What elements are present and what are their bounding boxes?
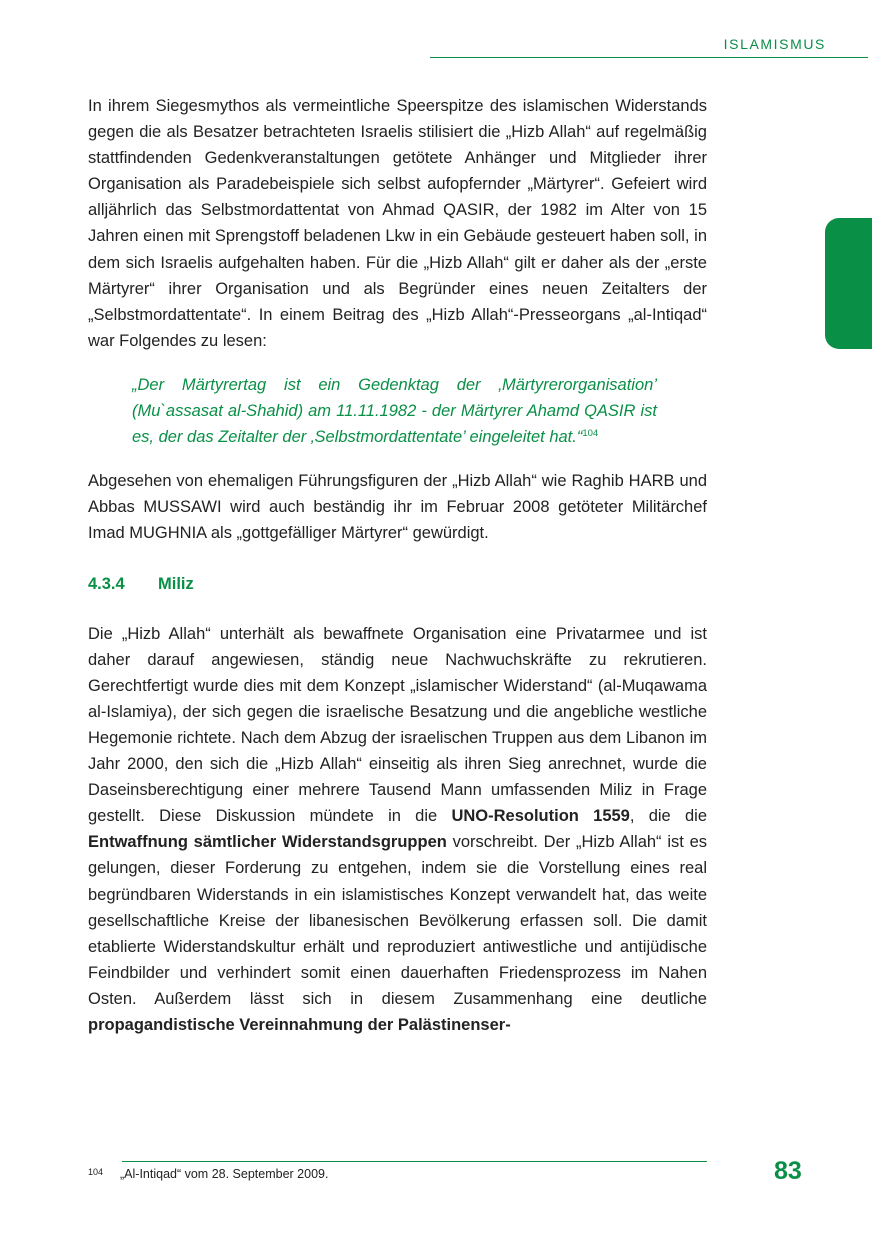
paragraph-militia	[88, 621, 707, 1039]
militia-bold-resolution: UNO-Resolution 1559	[451, 807, 630, 826]
paragraph-leaders: Abgesehen von ehemaligen Führungsfiguren der „Hizb Allah“ wie Raghib HARB und Abbas MUSSAWI wird auch beständig ihr im Februar 2008 getöteter Militärchef Imad MUGHNIA als „gottgefälliger Märtyrer“ gewürdigt.	[88, 472, 707, 543]
footnote	[88, 1167, 329, 1181]
militia-text-1: Die „Hizb Allah“ unterhält als bewaffnete Organisation eine Privatarmee und ist daher darauf angewiesen, ständig neue Nachwuchskräfte zu rekrutieren. Gerechtfertigt wurde dies mit dem Konzept „islamischer Widerstand“ (al-Muqawama al-Islamiya), der sich gegen die israelische Besatzung und die angebliche westliche Hegemonie richtete. Nach dem Abzug der israelischen Truppen aus dem Libanon im Jahr 2000, den sich die „Hizb Allah“ einseitig als ihren Sieg anrechnet, wurde die Daseinsberechtigung einer mehrere Tausend Mann umfassenden Miliz in Frage gestellt. Diese Diskussion mündete in die	[88, 624, 707, 826]
footnote-number: 104	[88, 1167, 104, 1177]
quote-text: „Der Märtyrertag ist ein Gedenktag der ‚Märtyrerorganisation’ (Mu`assasat al-Shahid) am 11.11.1982 - der Märtyrer Ahamd QASIR ist es, der das Zeitalter der ‚Selbstmordattentate’ eingeleitet hat.“	[132, 375, 657, 447]
militia-bold-propaganda: propagandistische Vereinnahmung der Palästinenser-	[88, 1016, 511, 1034]
militia-text-2: , die die	[629, 807, 708, 826]
header-rule	[430, 57, 868, 58]
page-number: 83	[774, 1157, 802, 1185]
section-header-label: ISLAMISMUS	[723, 36, 826, 52]
footnote-reference: 104	[582, 428, 599, 440]
section-heading	[88, 571, 707, 597]
footnote-rule	[122, 1161, 707, 1162]
paragraph-martyr-myth: In ihrem Siegesmythos als vermeintliche Speerspitze des islamischen Widerstands gegen die als Besatzer betrachteten Israelis stilisiert die „Hizb Allah“ auf regelmäßig stattfindenden Gedenkveranstaltungen getötete Anhänger und Mitglieder ihrer Organisation als Paradebeispiele sich selbst aufopfernder „Märtyrer“. Gefeiert wird alljährlich das Selbstmordattentat von Ahmad QASIR, der 1982 im Alter von 15 Jahren einen mit Sprengstoff beladenen Lkw in ein Gebäude gesteuert haben soll, in dem sich Israelis aufgehalten haben. Für die „Hizb Allah“ gilt er daher als der „erste Märtyrer“ ihrer Organisation und als Begründer eines neuen Zeitalters der „Selbstmordattentate“. In einem Beitrag des „Hizb Allah“-Presseorgans „al-Intiqad“ war Folgendes zu lesen:	[88, 97, 707, 350]
section-title: Miliz	[158, 574, 194, 593]
quote-block	[132, 372, 657, 450]
chapter-side-tab	[825, 218, 872, 349]
militia-bold-disarmament: Entwaffnung sämtlicher Widerstandsgruppen	[88, 833, 447, 852]
main-content	[88, 93, 707, 1038]
section-number: 4.3.4	[88, 574, 125, 593]
footnote-text: „Al-Intiqad“ vom 28. September 2009.	[120, 1167, 329, 1181]
militia-text-3: vorschreibt. Der „Hizb Allah“ ist es gelungen, dieser Forderung zu entgehen, indem sie die Vorstellung eines real begründbaren Widerstands in ein islamistisches Konzept verwandelt hat, das weite gesellschaftliche Kreise der libanesischen Bevölkerung erfassen soll. Die damit etablierte Widerstandskultur erhält und reproduziert antiwestliche und antijüdische Feindbilder und verhindert somit einen dauerhaften Friedensprozess im Nahen Osten. Außerdem lässt sich in diesem Zusammenhang eine deutliche	[88, 833, 708, 1008]
